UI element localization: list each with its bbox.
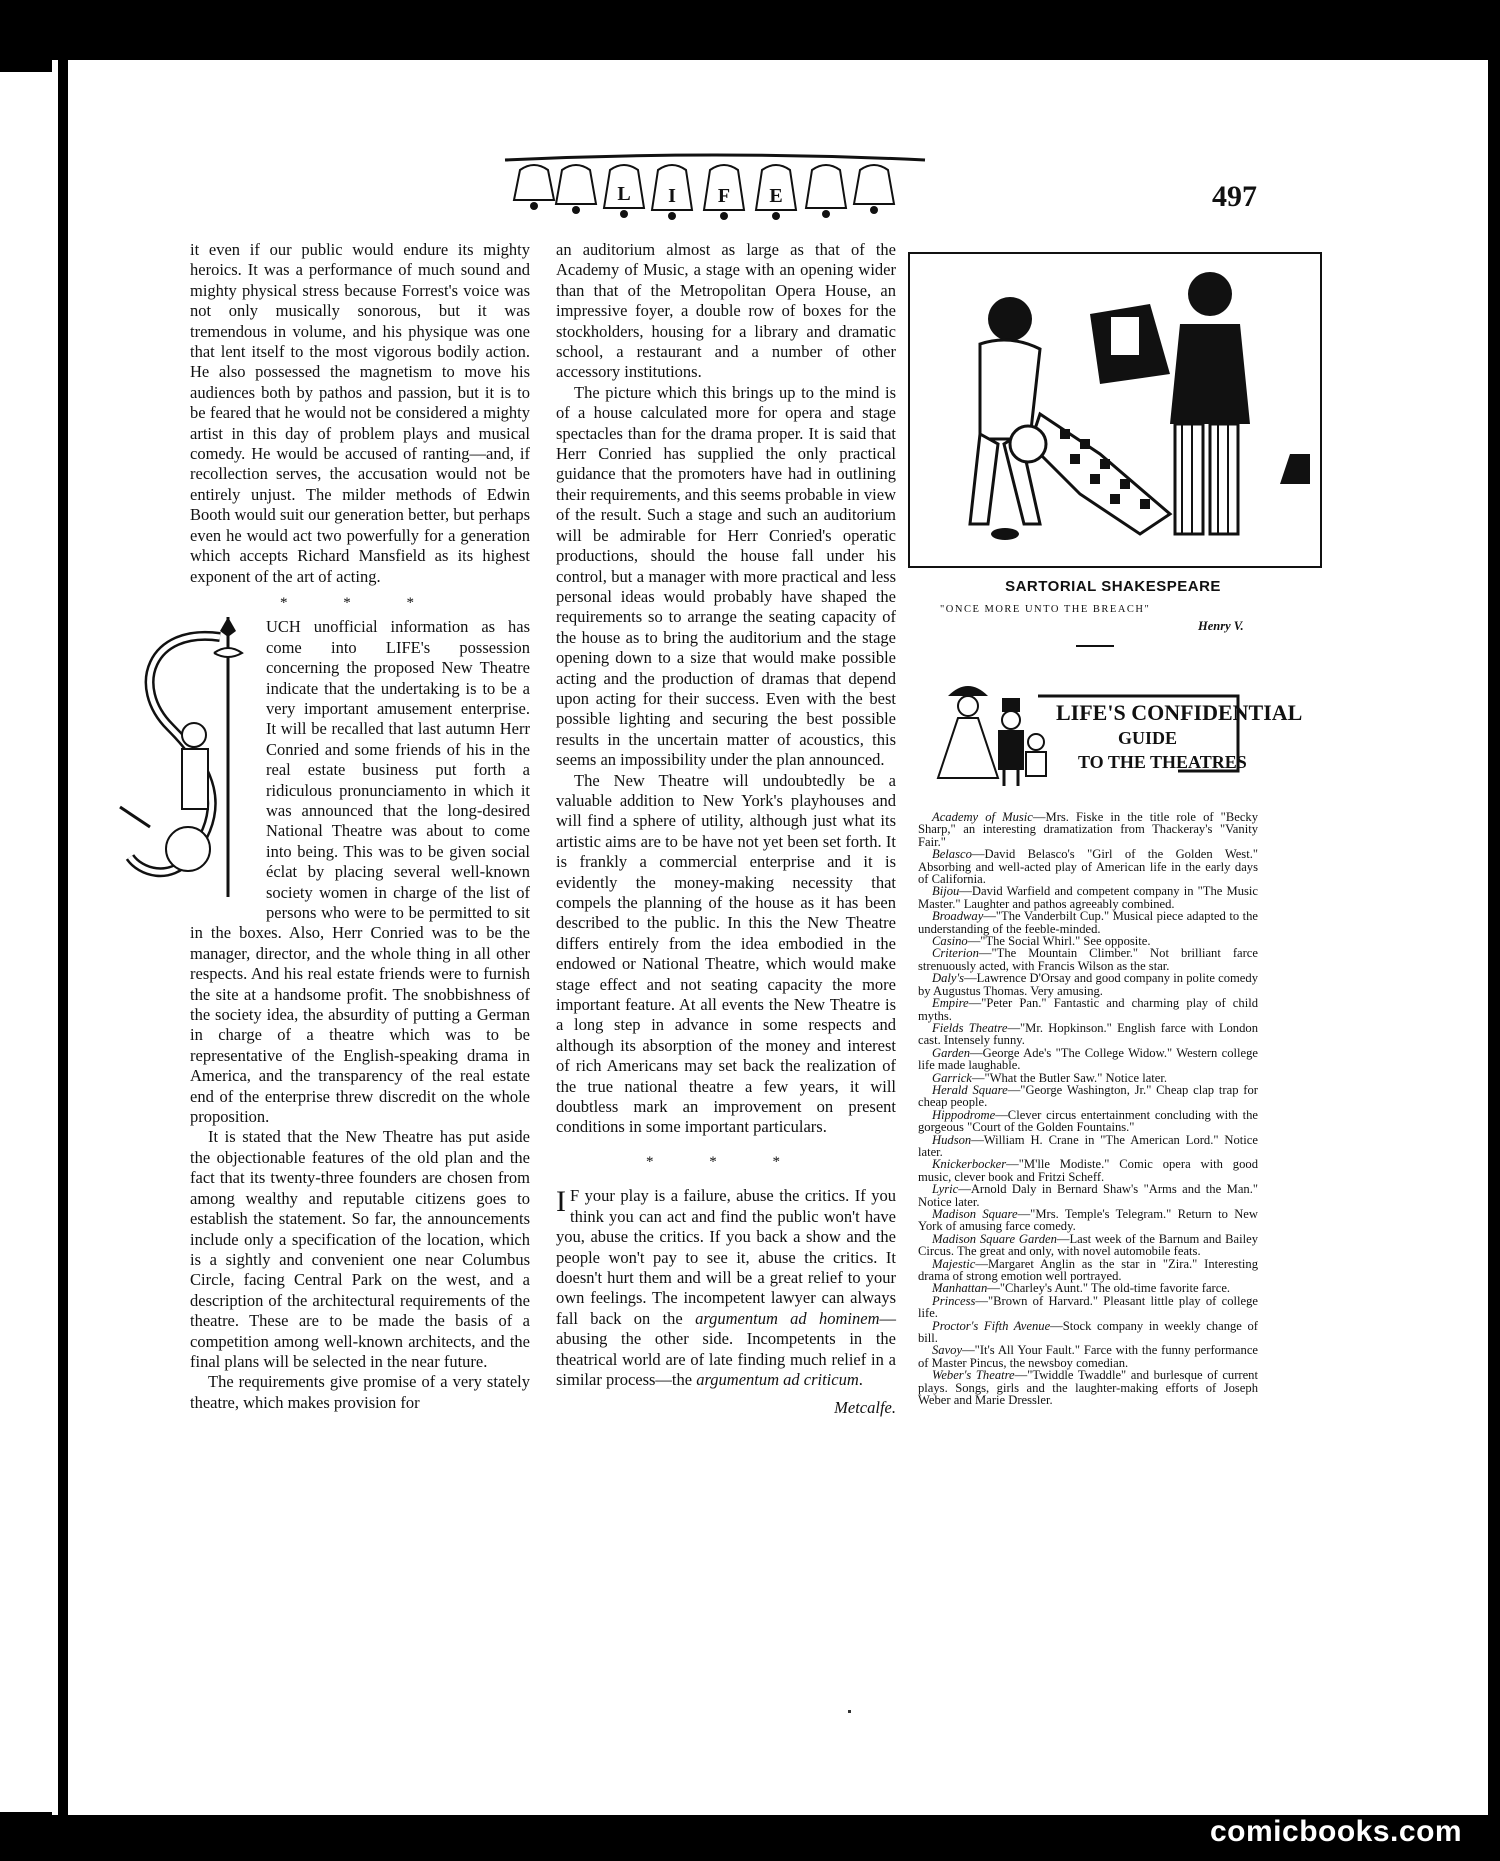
list-item: Manhattan—"Charley's Aunt." The old-time favorite farce.: [932, 1281, 1231, 1296]
list-item: Herald Square—"George Washington, Jr." Cheap clap trap for cheap people.: [918, 1082, 1258, 1110]
list-item: Hippodrome—Clever circus entertainment concluding with the gorgeous "Court of the Golden Fountains.": [918, 1107, 1258, 1135]
list-item: Empire—"Peter Pan." Fantastic and charming play of child myths.: [918, 996, 1258, 1023]
latin-phrase: argumentum ad criticum: [696, 1369, 859, 1389]
dropcap-letter: I: [556, 1185, 566, 1219]
text-run: F your play is a failure, abuse the critics. If you think you can act and find the public won't have you, abuse the critics. If you back a show and the people won't pay to see it, abuse the critics. It doesn't hurt them and will be a great relief to your own feelings. The incompetent lawyer can always fall back on the: [556, 1186, 896, 1328]
sartorial-shakespeare-cartoon: [908, 252, 1322, 568]
knight-dropcap-s-illustration: [110, 617, 260, 907]
list-item: Academy of Music—Mrs. Fiske in the title role of "Becky Sharp," an interesting dramatization from Thackeray's "Vanity Fair.": [918, 810, 1258, 849]
site-watermark: comicbooks.com: [1210, 1815, 1463, 1848]
bell-icon: [514, 165, 894, 210]
banner-letter: I: [668, 185, 676, 207]
paragraph: UCH unofficial information as has come into LIFE's possession concerning the proposed New Theatre indicate that the undertaking is to be a very important amusement enterprise. It will be recalled that last autumn Herr Conried and some friends of his in the real estate business put forth a ridiculous pronunciamento in which it was announced that the long-desired National Theatre was about to come into being. This was to be given social éclat by placing several well-known society women in charge of the list of persons who were to be permitted to sit in the boxes. Also, Herr Conried was to be the manager, director, and the whole thing in all other respects. And his real estate friends were to furnish the site at a handsome profit. The snobbishness of the society idea, the absurdity of putting a German in charge of a theatre which was to be representative of the English-speaking drama in America, and the transparency of the real estate end of the enterprise threw discredit on the whole proposition.: [190, 617, 530, 1127]
dropcap-paragraph: [190, 617, 530, 1127]
list-item: Belasco—David Belasco's "Girl of the Golden West." Absorbing and well-acted play of American life in the early days of California.: [918, 847, 1258, 887]
list-item: Bijou—David Warfield and competent company in "The Music Master." Laughter and pathos agreeably combined.: [918, 884, 1258, 911]
page-number: 497: [1212, 180, 1257, 213]
child-figure-icon: [1026, 734, 1046, 776]
column-2: [556, 240, 896, 1419]
list-item: Fields Theatre—"Mr. Hopkinson." English farce with London cast. Intensely funny.: [918, 1020, 1258, 1048]
list-item: Proctor's Fifth Avenue—Stock company in weekly change of bill.: [918, 1318, 1258, 1346]
illustration-title: SARTORIAL SHAKESPEARE: [1005, 578, 1221, 595]
list-item: Majestic—Margaret Anglin as the star in "Zira." Interesting drama of strong emotion well portrayed.: [918, 1256, 1258, 1284]
list-item: Madison Square—"Mrs. Temple's Telegram." Return to New York of amusing farce comedy.: [918, 1207, 1258, 1234]
list-item: Casino—"The Social Whirl." See opposite.: [932, 934, 1151, 949]
list-item: Criterion—"The Mountain Climber." Not brilliant farce strenuously acted, with Francis Wilson as the star.: [918, 946, 1258, 973]
list-item: Savoy—"It's All Your Fault." Farce with the funny performance of Master Pincus, the newsboy comedian.: [918, 1343, 1258, 1370]
text-run: —abusing the other side. Incompetents in the theatrical world are of late finding much relief in a similar process—the: [556, 1308, 896, 1389]
list-item: Lyric—Arnold Daly in Bernard Shaw's "Arms and the Man." Notice later.: [918, 1182, 1258, 1209]
paragraph: it even if our public would endure its mighty heroics. It was a performance of much sound and mighty physical stress because Forrest's voice was not only musically sonorous, but it was tremendous in volume, and his physique was one that lent itself to the most vigorous bodily action. He also possessed the magnetism to move his audiences both by pathos and passion, but it is to be feared that he would not be considered a mighty artist in this day of problem plays and musical comedy. He would be accused of ranting—and, if recollection serves, the accusation would not be entirely unjust. The milder methods of Edwin Booth would suit our generation better, but perhaps even he would act two powerfully for a generation which accepts Richard Mansfield as its highest exponent of the art of acting.: [190, 240, 530, 586]
theatre-guide-list: [918, 811, 1258, 1407]
banner-letter: F: [717, 185, 731, 207]
illustration-quote: "ONCE MORE UNTO THE BREACH": [940, 604, 1151, 615]
list-item: Garrick—"What the Butler Saw." Notice later.: [932, 1070, 1168, 1085]
previous-page-edge: [0, 72, 58, 1812]
paragraph: The requirements give promise of a very stately theatre, which makes provision for: [190, 1372, 530, 1412]
life-bells-banner: [500, 148, 930, 238]
guide-heading-line3: TO THE THEATRES: [1078, 752, 1247, 772]
banner-letter: L: [617, 183, 631, 205]
paragraph: It is stated that the New Theatre has put aside the objectionable features of the old plan and the fact that its twenty-three founders are chosen from among wealthy and reputable citizens goes to establish the statement. So far, the announcements include only a specification of the location, which is a sightly and convenient one near Columbus Circle, facing Central Park on the west, and a description of the architectural requirements of the theatre. These are to be made the basis of a competition among well-known architects, and the final plans will be selected in the near future.: [190, 1127, 530, 1371]
paragraph: an auditorium almost as large as that of the Academy of Music, a stage with an opening wider than that of the Metropolitan Opera House, an impressive foyer, a double row of boxes for the stockholders, housing for a library and dramatic school, a restaurant and a number of other accessory institutions.: [556, 240, 896, 382]
banner-letter: E: [769, 185, 783, 207]
list-item: Daly's—Lawrence D'Orsay and good company in polite comedy by Augustus Thomas. Very amusing.: [918, 971, 1258, 998]
section-divider: * * *: [280, 594, 440, 611]
list-item: Broadway—"The Vanderbilt Cup." Musical piece adapted to the understanding of the feeble-minded.: [918, 909, 1258, 936]
latin-phrase: argumentum ad hominem: [695, 1308, 880, 1328]
illustration-attribution: Henry V.: [1198, 619, 1244, 633]
column-1: [190, 240, 530, 1413]
page-gutter: [58, 60, 68, 1820]
guide-heading-line2: GUIDE: [1118, 728, 1178, 748]
paragraph: The picture which this brings up to the mind is of a house calculated more for opera and stage spectacles than for the drama proper. It is said that Herr Conried has supplied the only practical guidance that the promoters have had in outlining their requirements, and this seems probable in view of the result. Such a stage and such an auditorium will be admirable for Herr Conried's operatic productions, should the house fall under his control, but a manager with more practical and less personal ideas would probably have shaped the requirements so to arrange the seating capacity of the house as to bring the auditorium and the stage opening down to a size that would make possible acting and the production of dramas that depend upon acting for their success. Even with the best possible lighting and securing the best possible results in the uncertain matter of acoustics, this seems an impossibility under the plan announced.: [556, 382, 896, 770]
list-item: Hudson—William H. Crane in "The American Lord." Notice later.: [918, 1132, 1258, 1159]
divider-rule: [1076, 645, 1114, 647]
confidential-guide-heading: [928, 676, 1303, 792]
list-item: Princess—"Brown of Harvard." Pleasant little play of college life.: [918, 1293, 1258, 1321]
list-item: Knickerbocker—"M'lle Modiste." Comic opera with good music, clever book and Fritzi Scheff.: [918, 1157, 1258, 1184]
list-item: Madison Square Garden—Last week of the Barnum and Bailey Circus. The great and only, with novel automobile feats.: [918, 1231, 1258, 1259]
print-speck: [848, 1710, 851, 1713]
guide-heading-line1: LIFE'S CONFIDENTIAL: [1056, 700, 1303, 725]
section-divider: * * *: [646, 1153, 806, 1170]
list-item: Garden—George Ade's "The College Widow." Western college life made laughable.: [918, 1045, 1258, 1073]
critics-paragraph: [556, 1186, 896, 1390]
paragraph: The New Theatre will undoubtedly be a valuable addition to New York's playhouses and will find a sphere of utility, although just what its artistic aims are to be have not yet been set forth. It is frankly a commercial enterprise and it is evidently the money-making necessity that compels the planning of the house as it has been described to the public. In this the New Theatre differs entirely from the idea embodied in the endowed or National Theatre, which would make stage effect and not seating capacity the more important feature. At all events the New Theatre is a long step in advance in some respects and although its absorption of the money and interest of rich Americans may set back the realization of the true national theatre a few years, it will doubtless mark an improvement on present conditions in some important particulars.: [556, 770, 896, 1137]
author-signature: Metcalfe.: [834, 1398, 896, 1418]
list-item: Weber's Theatre—"Twiddle Twaddle" and burlesque of current plays. Songs, girls and the laughter-making efforts of Joseph Weber and Marie Dressler.: [918, 1368, 1258, 1408]
text-run: .: [858, 1369, 863, 1389]
